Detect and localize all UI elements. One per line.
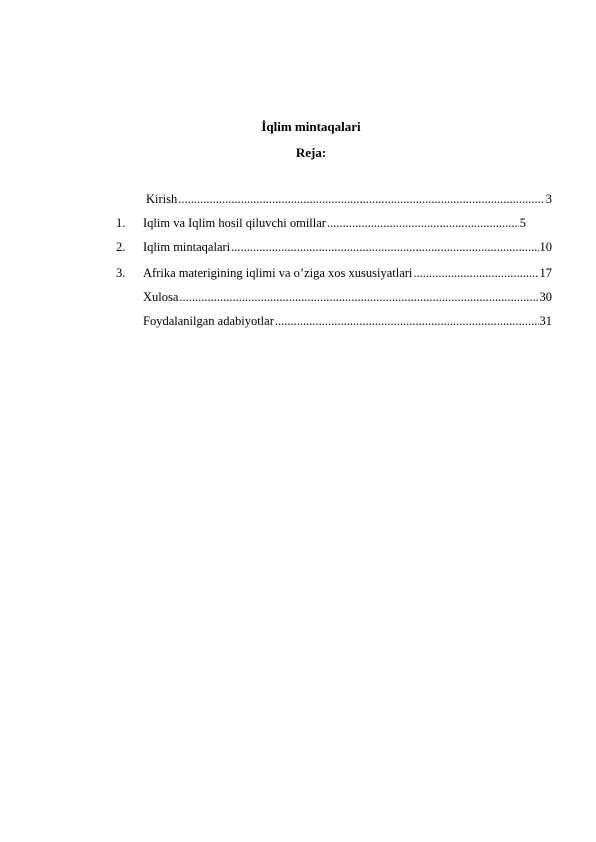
toc-leader-dots [179, 288, 538, 306]
toc-entry-text: Xulosa [143, 290, 179, 304]
toc-entry-number: 1. [116, 216, 126, 230]
toc-entry-3[interactable] [116, 264, 552, 282]
toc-page-number: 30 [539, 290, 552, 304]
plan-heading: Reja: [295, 145, 327, 160]
toc-entry-xulosa[interactable] [143, 288, 552, 306]
toc-entry-2[interactable] [116, 238, 552, 256]
toc-leader-dots [413, 264, 538, 282]
toc-entry-text: Foydalanilgan adabiyotlar [143, 314, 274, 328]
toc-page-number: 3 [545, 192, 552, 206]
toc-page-number: 10 [539, 240, 552, 254]
toc-page-number: 17 [539, 266, 552, 280]
toc-entry-number: 2. [116, 240, 126, 254]
toc-page-number: 5 [519, 216, 526, 230]
toc-entry-text: Kirish [146, 192, 178, 206]
toc-entry-adabiyotlar[interactable] [143, 312, 552, 330]
document-title: İqlim mintaqalari [261, 119, 361, 134]
toc-entry-1[interactable] [116, 214, 526, 232]
toc-entry-text: Afrika materigining iqlimi va o’ziga xos xususiyatlari [143, 266, 413, 280]
toc-page-number: 31 [539, 314, 552, 328]
toc-entry-text: Iqlim mintaqalari [143, 240, 231, 254]
toc-entry-text: Iqlim va Iqlim hosil qiluvchi omillar [143, 216, 326, 230]
toc-leader-dots [178, 190, 545, 208]
toc-leader-dots [231, 238, 538, 256]
toc-leader-dots [327, 214, 519, 232]
toc-entry-kirish[interactable] [146, 190, 552, 208]
toc-leader-dots [275, 312, 539, 330]
toc-entry-number: 3. [116, 266, 126, 280]
